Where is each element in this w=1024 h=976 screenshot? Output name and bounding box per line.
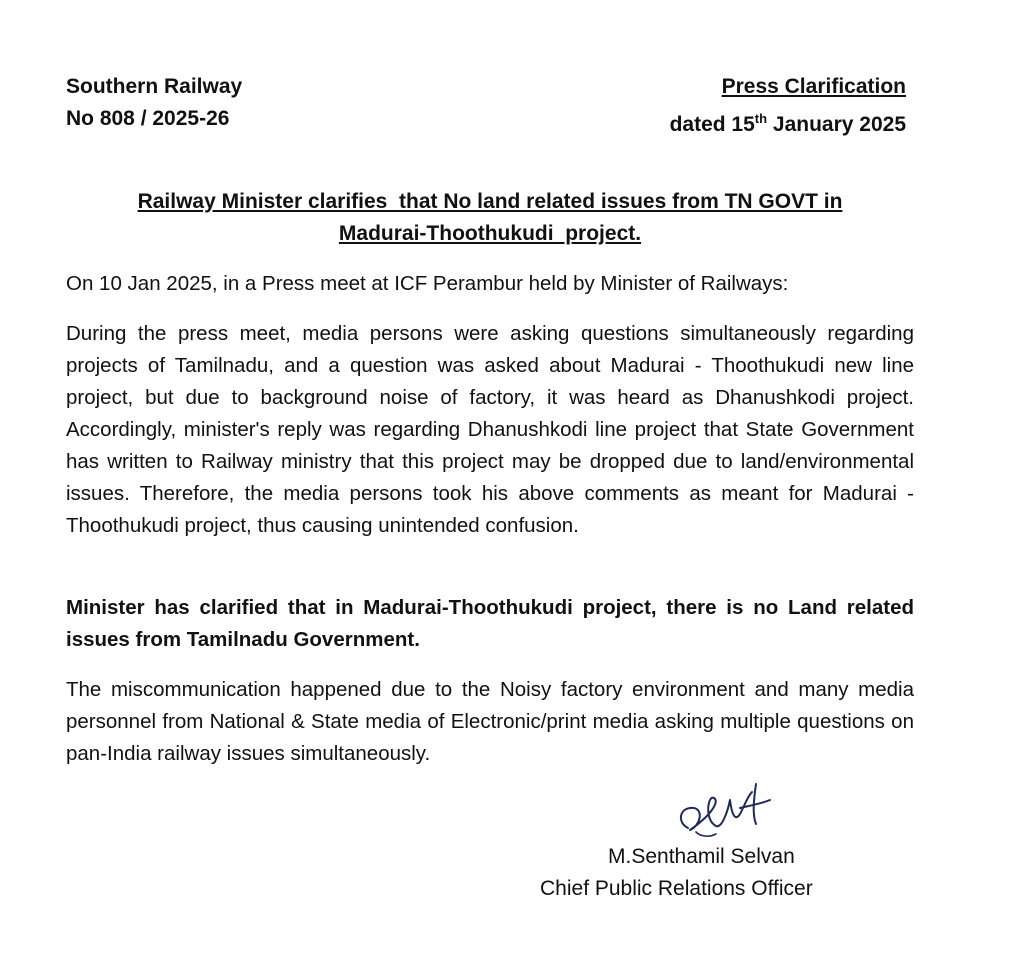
clarification-paragraph: Minister has clarified that in Madurai-Thoothukudi project, there is no Land related issues from Tamilnadu Government.	[66, 596, 914, 651]
signature-icon	[670, 780, 780, 842]
headline-line-1: Railway Minister clarifies that No land related issues from TN GOVT in	[137, 190, 843, 213]
release-number: No 808 / 2025-26	[66, 107, 230, 130]
body-paragraph-1: During the press meet, media persons were asking questions simultaneously regarding projects of Tamilnadu, and a question was asked about Madurai - Thoothukudi new line project, but due to background noise of factory, it was heard as Dhanushkodi project. Accordingly, minister's reply was regarding Dhanushkodi line project that State Government has written to Railway ministry that this project may be dropped due to land/environmental issues. Therefore, the media persons took his above comments as meant for Madurai -Thoothukudi project, thus causing unintended confusion.	[66, 322, 914, 537]
date-prefix: dated 15	[669, 113, 755, 136]
headline	[66, 186, 914, 250]
signatory-designation: Chief Public Relations Officer	[540, 877, 813, 900]
signatory-name: M.Senthamil Selvan	[608, 845, 795, 868]
release-date	[670, 104, 906, 140]
date-suffix: January 2025	[767, 113, 906, 136]
intro-paragraph: On 10 Jan 2025, in a Press meet at ICF Perambur held by Minister of Railways:	[66, 272, 789, 295]
headline-line-2: Madurai-Thoothukudi project.	[338, 222, 642, 245]
document-type: Press Clarification	[721, 75, 906, 98]
date-superscript: th	[754, 111, 768, 126]
signature-block	[540, 780, 870, 920]
org-name: Southern Railway	[66, 75, 243, 98]
body-paragraph-2: The miscommunication happened due to the Noisy factory environment and many media personnel from National & State media of Electronic/print media asking multiple questions on pan-India railway issues simultaneously.	[66, 678, 914, 765]
